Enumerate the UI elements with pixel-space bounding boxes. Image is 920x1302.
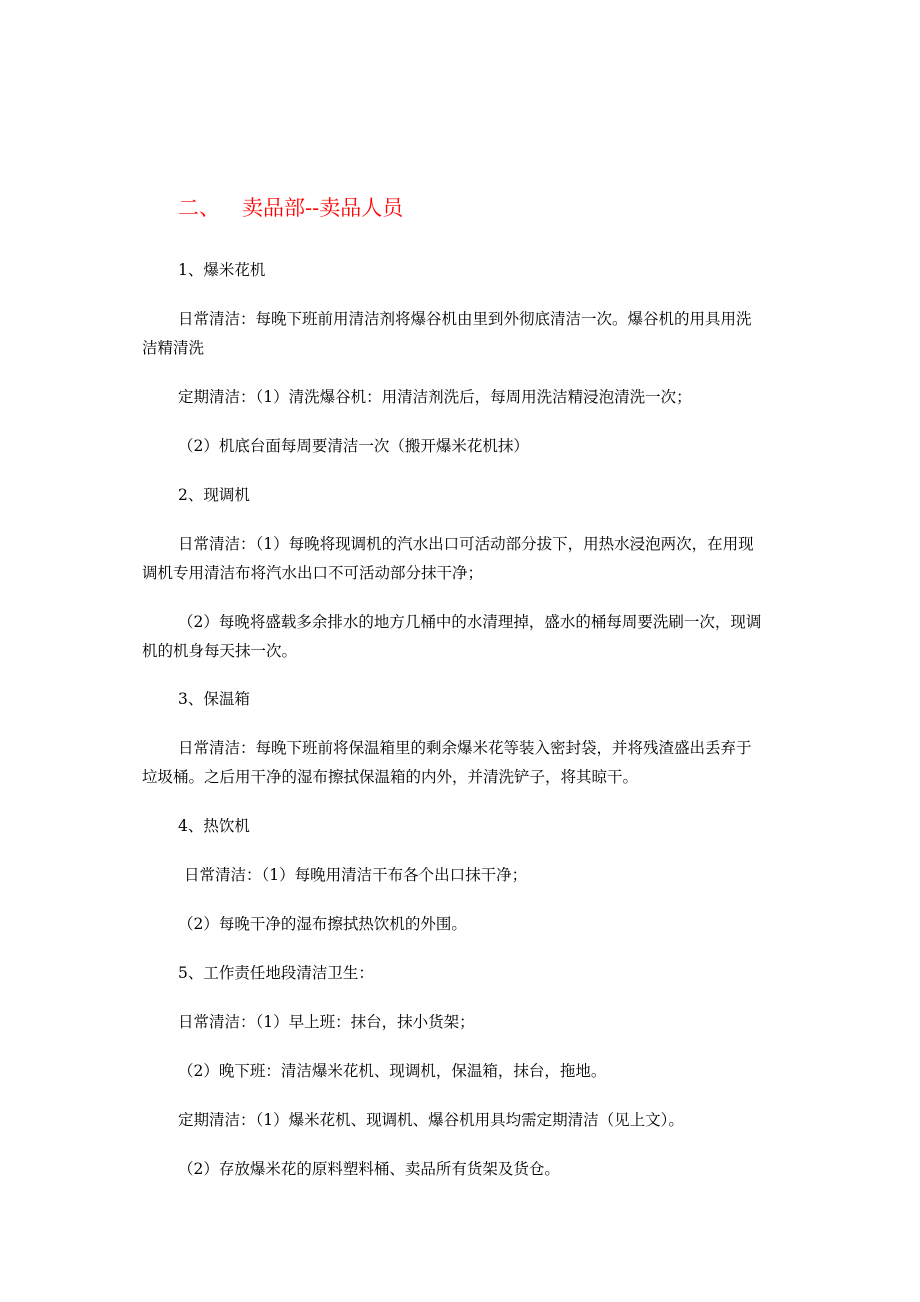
paragraph-line: 机的机身每天抹一次。 xyxy=(142,642,298,660)
paragraph-line: （2）存放爆米花的原料塑料桶、卖品所有货架及货仓。 xyxy=(178,1160,560,1178)
paragraph-line: 调机专用清洁布将汽水出口不可活动部分抹干净； xyxy=(142,564,484,582)
item-title-drink-machine: 2、现调机 xyxy=(178,486,250,504)
paragraph-line: 日常清洁：（1）每晚用清洁干布各个出口抹干净； xyxy=(184,866,528,884)
paragraph-line: （2）每晚将盛载多余排水的地方几桶中的水清理掉，盛水的桶每周要洗刷一次，现调 xyxy=(178,613,762,631)
item-title-warming-box: 3、保温箱 xyxy=(178,690,250,708)
section-heading xyxy=(178,193,403,223)
section-title: 卖品部--卖品人员 xyxy=(242,196,404,220)
item-title-popcorn-machine: 1、爆米花机 xyxy=(178,261,266,279)
paragraph-line: （2）晚下班：清洁爆米花机、现调机，保温箱，抹台，拖地。 xyxy=(178,1062,607,1080)
paragraph-line: 日常清洁：（1）早上班：抹台，抹小货架； xyxy=(178,1013,475,1031)
section-number: 二、 xyxy=(178,196,220,220)
paragraph-line: 日常清洁：（1）每晚将现调机的汽水出口可活动部分拔下，用热水浸泡两次，在用现 xyxy=(178,535,754,553)
paragraph-line: （2）机底台面每周要清洁一次（搬开爆米花机抹） xyxy=(178,437,529,455)
paragraph-line: 洁精清洗 xyxy=(142,339,205,357)
item-title-work-area: 5、工作责任地段清洁卫生： xyxy=(178,964,374,982)
paragraph-line: 定期清洁：（1）清洗爆谷机：用清洁剂洗后，每周用洗洁精浸泡清洗一次； xyxy=(178,388,692,406)
paragraph-line: 日常清洁：每晚下班前将保温箱里的剩余爆米花等装入密封袋，并将残渣盛出丢弃于 xyxy=(178,739,752,757)
paragraph-line: 垃圾桶。之后用干净的湿布擦拭保温箱的内外，并清洗铲子，将其晾干。 xyxy=(142,768,639,786)
paragraph-line: 定期清洁：（1）爆米花机、现调机、爆谷机用具均需定期清洁（见上文）。 xyxy=(178,1111,684,1129)
paragraph-line: （2）每晚干净的湿布擦拭热饮机的外围。 xyxy=(178,915,467,933)
paragraph-line: 日常清洁：每晚下班前用清洁剂将爆谷机由里到外彻底清洁一次。爆谷机的用具用洗 xyxy=(178,310,752,328)
item-title-hot-drink-machine: 4、热饮机 xyxy=(178,817,250,835)
